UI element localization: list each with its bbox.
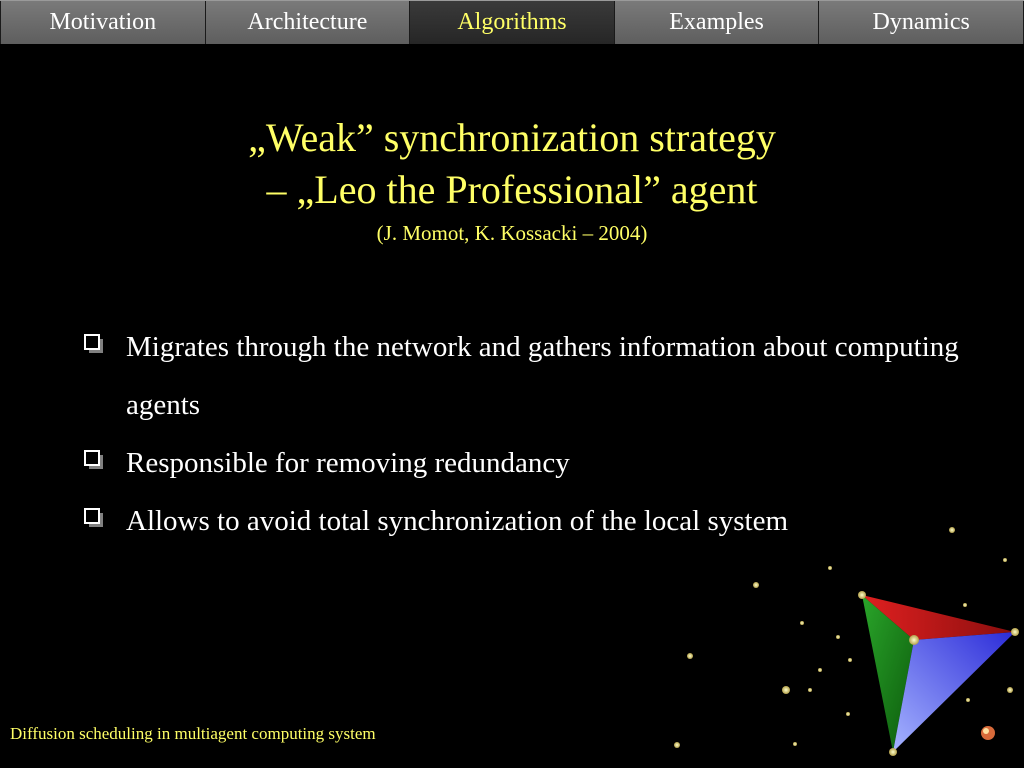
tab-examples[interactable]: Examples [615, 1, 820, 44]
bullet-text: Migrates through the network and gathers information about computing agents [126, 331, 959, 421]
footer-caption: Diffusion scheduling in multiagent computing system [10, 724, 376, 743]
bullet-text: Allows to avoid total synchronization of the local system [126, 505, 789, 537]
tab-dynamics[interactable]: Dynamics [819, 1, 1024, 44]
title-line-2: – „Leo the Professional” agent [266, 167, 758, 212]
tab-motivation[interactable]: Motivation [0, 1, 206, 44]
title-line-1: „Weak” synchronization strategy [248, 115, 776, 160]
bullet-text: Responsible for removing redundancy [126, 447, 570, 479]
title-subtitle: (J. Momot, K. Kossacki – 2004) [376, 221, 648, 245]
tab-algorithms[interactable]: Algorithms [410, 1, 615, 44]
tab-architecture[interactable]: Architecture [206, 1, 411, 44]
